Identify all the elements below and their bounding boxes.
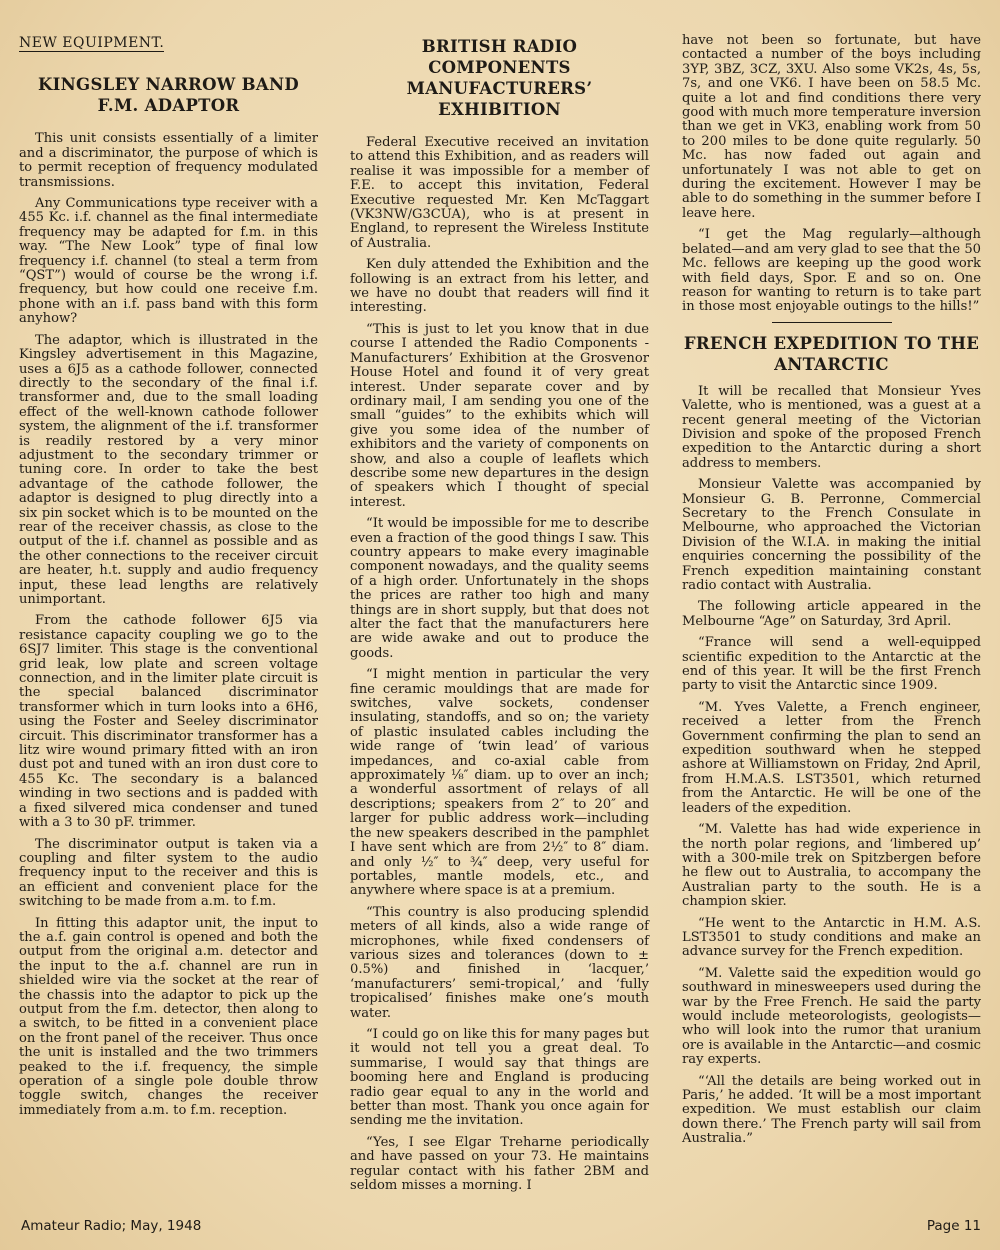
article-1-paragraph: In fitting this adaptor unit, the input to the a.f. gain control is opened and both the output from the original a.m. detector and the input to the a.f. channel are run in shielded wire via the socket at the rear of the chassis into the adaptor to pick up the output from the f.m. detector, then along to a switch, to be fitted in a convenient place on the front panel of the receiver. Thus once the unit is installed and the two trimmers peaked to the i.f. frequency, the simple operation of a single pole double throw toggle switch, changes the receiver immediately from a.m. to f.m. reception. — [19, 915, 318, 1118]
article-3-paragraph: “M. Yves Valette, a French engineer, received a letter from the French Government confirming the plan to send an expedition southward when he stepped ashore at Williamstown on Friday, 2nd April, from H.M.A.S. LST3501, which returned from the Antarctic. He will be one of the leaders of the expedition. — [682, 699, 981, 816]
footer-publication: Amateur Radio; May, 1948 — [21, 1218, 202, 1234]
article-1-paragraph: This unit consists essentially of a limiter and a discriminator, the purpose of which is to permit reception of frequency modulated transmissions. — [19, 131, 318, 190]
article-3-paragraph: “He went to the Antarctic in H.M. A.S. LST3501 to study conditions and make an advance survey for the French expedition. — [682, 915, 981, 960]
article-3-paragraph: The following article appeared in the Melbourne “Age” on Saturday, 3rd April. — [682, 599, 981, 629]
article-2-paragraph: “I could go on like this for many pages but it would not tell you a great deal. To summarise, I would say that things are booming here and England is producing radio gear equal to any in the world and better than most. Thank you once again for sending me the invitation. — [350, 1026, 649, 1129]
article-1-paragraph: From the cathode follower 6J5 via resistance capacity coupling we go to the 6SJ7 limiter. This stage is the conventional grid leak, low plate and screen voltage connection, and in the limiter plate circuit is the special balanced discriminator transformer which in turn looks into a 6H6, using the Foster and Seeley discriminator circuit. This discriminator transformer has a litz wire wound primary fitted with an iron dust pot and tuned with an iron dust core to 455 Kc. The secondary is a balanced winding in two sections and is padded with a fixed silvered mica condenser and tuned with a 3 to 30 pF. trimmer. — [19, 613, 318, 831]
article-2-paragraph: Federal Executive received an invitation to attend this Exhibition, and as readers will realise it was impossible for a member of F.E. to accept this invitation, Federal Executive requested Mr. Ken McTaggart (VK3NW/G3CUA), who is at present in England, to represent the Wireless Institute of Australia. — [350, 135, 649, 251]
article-2-paragraph: “Yes, I see Elgar Treharne periodically and have passed on your 73. He maintains regular contact with his father 2BM and seldom misses a morning. I — [350, 1134, 649, 1194]
footer-page-number: Page 11 — [926, 1218, 981, 1234]
article-2-paragraph: “It would be impossible for me to describe even a fraction of the good things I saw. This country appears to make every imaginable component nowadays, and the quality seems of a high order. Unfortunately in the shops the prices are rather too high and many things are in short supply, but that does not alter the fact that the manufacturers here are wide awake and out to produce the goods. — [350, 516, 649, 661]
article-3-paragraph: “France will send a well-equipped scientific expedition to the Antarctic at the end of this year. It will be the first French party to visit the Antarctic since 1909. — [682, 635, 981, 694]
article-1-paragraph: The adaptor, which is illustrated in the Kingsley advertisement in this Magazine, uses a 6J5 as a cathode follower, connected directly to the secondary of the final i.f. transformer and, due to the small loading effect of the well-known cathode follower system, the alignment of the i.f. transformer is readily restored by a very minor adjustment to the secondary trimmer or tuning core. In order to take the best advantage of the cathode follower, the adaptor is designed to plug directly into a six pin socket which is to be mounted on the rear of the receiver chassis, as close to the output of the i.f. channel as possible and as the other connections to the receiver circuit are heater, h.t. supply and audio frequency input, these lead lengths are relatively unimportant. — [19, 332, 318, 607]
article-2-paragraph: “I might mention in particular the very fine ceramic mouldings that are made for switches, valve sockets, condenser insulating, standoffs, and so on; the variety of plastic insulated cables including the wide range of ‘twin lead’ of various impedances, and co-axial cable from approximately ⅛″ diam. up to over an inch; a wonderful assortment of relays of all descriptions; speakers from 2″ to 20″ and larger for public address work—including the new speakers described in the pamphlet I have sent which are from 2½″ to 8″ diam. and only ½″ to ¾″ deep, very useful for portables, mantle models, etc., and anywhere where space is at a premium. — [350, 667, 649, 899]
article-3-paragraph: It will be recalled that Monsieur Yves Valette, who is mentioned, was a guest at a recent general meeting of the Victorian Division and spoke of the proposed French expedition to the Antarctic during a short address to members. — [682, 383, 981, 471]
article-3-paragraph: “‘All the details are being worked out in Paris,’ he added. ‘It will be a most important expedition. We must establish our claim down there.’ The French party will sail from Australia.” — [682, 1073, 981, 1147]
column-2 — [350, 36, 649, 1200]
column-3 — [682, 34, 981, 1154]
column-1 — [19, 36, 318, 1125]
article-3-title: FRENCH EXPEDITION TO THE ANTARCTIC — [683, 333, 980, 374]
article-2-continued-paragraph: have not been so fortunate, but have contacted a number of the boys including 3YP, 3BZ, 3CZ, 3XU. Also some VK2s, 4s, 5s, 7s, and one VK6. I have been on 58.5 Mc. quite a lot and find conditions there very good with much more temperature inversion than we get in VK3, enabling work from 50 to 200 miles to be done quite regularly. 50 Mc. has now faded out again and unfortunately I was not able to get on during the excitement. However I may be able to do something in the summer before I leave here. — [682, 33, 981, 221]
article-3-paragraph: “M. Valette said the expedition would go southward in minesweepers used during the war by the Free French. He said the party would include meteorologists, geologists—who will look into the rumor that uranium ore is available in the Antarctic—and cosmic ray experts. — [682, 965, 981, 1068]
section-divider — [772, 322, 892, 323]
article-3-paragraph: “M. Valette has had wide experience in the north polar regions, and ‘limbered up’ with a 300-mile trek on Spitzbergen before he flew out to Australia, to accompany the Australian party to the south. He is a champion skier. — [682, 822, 981, 910]
section-label: NEW EQUIPMENT. — [19, 35, 165, 51]
article-1-paragraph: Any Communications type receiver with a 455 Kc. i.f. channel as the final intermediate frequency may be adapted for f.m. in this way. “The New Look” type of final low frequency i.f. channel (to steal a term from “QST”) would of course be the wrong i.f. frequency, but how could one receive f.m. phone with an i.f. pass band with this form anyhow? — [19, 196, 318, 327]
article-1-title: KINGSLEY NARROW BAND F.M. ADAPTOR — [38, 75, 299, 116]
article-2-title: BRITISH RADIO COMPONENTS MANUFACTURERS’ EXHIBITION — [406, 37, 593, 119]
article-2-paragraph: Ken duly attended the Exhibition and the following is an extract from his letter, and we have no doubt that readers will find it interesting. — [350, 257, 649, 316]
article-2-continued-paragraph: “I get the Mag regularly—although belated—and am very glad to see that the 50 Mc. fellows are keeping up the good work with field days, Spor. E and so on. One reason for wanting to return is to take part in those most enjoyable outings to the hills!” — [682, 227, 981, 315]
article-3-paragraph: Monsieur Valette was accompanied by Monsieur G. B. Perronne, Commercial Secretary to the French Consulate in Melbourne, who approached the Victorian Division of the W.I.A. in making the initial enquiries concerning the possibility of the French expedition maintaining constant radio contact with Australia. — [682, 477, 981, 593]
article-2-paragraph: “This country is also producing splendid meters of all kinds, also a wide range of microphones, while fixed condensers of various sizes and tolerances (down to ± 0.5%) and finished in ‘lacquer,’ ‘manufacturers’ semi-tropical,’ and ‘fully tropicalised’ finishes make one’s mouth water. — [350, 904, 649, 1021]
article-2-paragraph: “This is just to let you know that in due course I attended the Radio Components - Manufacturers’ Exhibition at the Grosvenor House Hotel and found it of very great interest. Under separate cover and by ordinary mail, I am sending you one of the small “guides” to the exhibits which will give you some idea of the number of exhibitors and the variety of components on show, and also a couple of leaflets which describe some new departures in the design of speakers which I thought of special interest. — [350, 321, 649, 510]
article-1-paragraph: The discriminator output is taken via a coupling and filter system to the audio frequency input to the receiver and this is an efficient and convenient place for the switching to be made from a.m. to f.m. — [19, 836, 318, 910]
